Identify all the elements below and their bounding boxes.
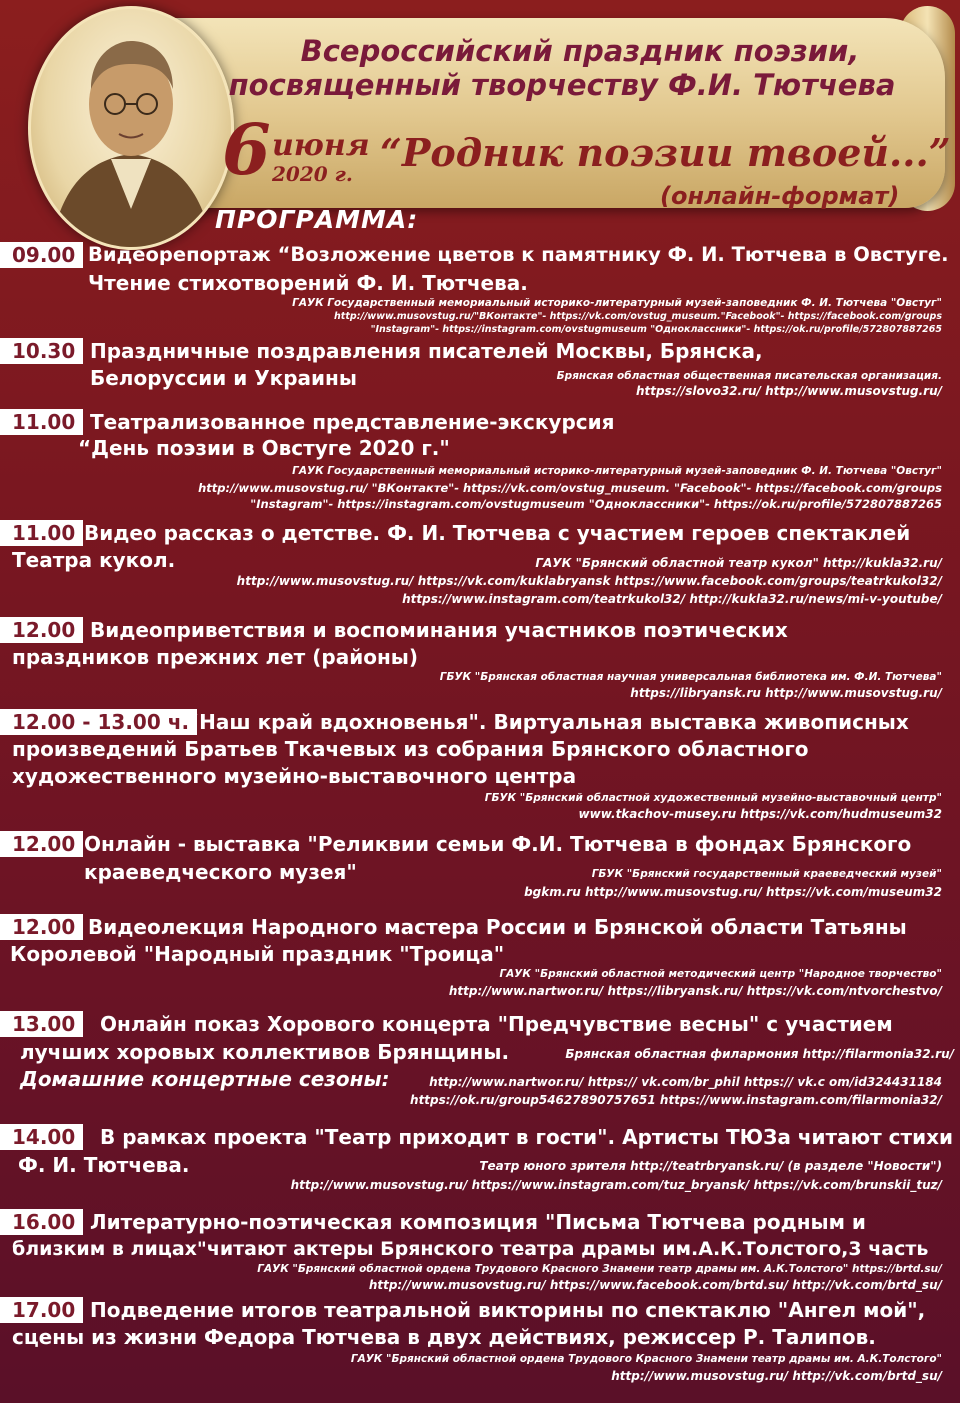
item-title-line: Видеорепортаж “Возложение цветов к памятнику Ф. И. Тютчева в Овстуге. xyxy=(88,243,949,266)
item-source: bgkm.ru http://www.musovstug.ru/ https://vk.com/museum32 xyxy=(524,885,942,899)
item-title-line: В рамках проекта "Театр приходит в гости". Артисты ТЮЗа читают стихи xyxy=(100,1125,954,1149)
item-title-line: Театра кукол. xyxy=(12,548,176,572)
item-title-line: Белоруссии и Украины xyxy=(90,366,357,390)
item-source: ГАУК "Брянский областной методический центр "Народное творчество" xyxy=(499,968,942,980)
item-source: ГАУК Государственный мемориальный историко-литературный музей-заповедник Ф. И. Тютчева "Овстуг" xyxy=(292,465,942,477)
item-title-line: художественного музейно-выставочного центра xyxy=(12,764,577,788)
item-source: "Instagram"- https://instagram.com/ovstugmuseum "Одноклассники"- https://ok.ru/profile/572807887265 xyxy=(370,324,942,335)
item-time: 12.00 xyxy=(0,617,83,643)
item-title-line: близким в лицах"читают актеры Брянского театра драмы им.А.К.Толстого,3 часть xyxy=(12,1238,929,1260)
item-source: "Instagram"- https://instagram.com/ovstugmuseum "Одноклассники"- https://ok.ru/profile/572807887265 xyxy=(250,497,942,511)
item-title-line: Видеоприветствия и воспоминания участников поэтических xyxy=(90,618,788,642)
item-source: http://www.musovstug.ru/ "ВКонтакте"- https://vk.com/ovstug_museum. "Facebook"- https://facebook.com/groups xyxy=(198,481,942,495)
item-time: 11.00 xyxy=(0,520,83,546)
item-title-line: Видео рассказ о детстве. Ф. И. Тютчева с участием героев спектаклей xyxy=(84,521,911,545)
item-title-line: произведений Братьев Ткачевых из собрания Брянского областного xyxy=(12,737,809,761)
item-title-line: Ф. И. Тютчева. xyxy=(18,1153,190,1177)
item-source: ГБУК "Брянский государственный краеведческий музей" xyxy=(591,868,942,880)
item-title-line: Литературно-поэтическая композиция "Письма Тютчева родным и xyxy=(90,1210,866,1234)
item-source: http://www.nartwor.ru/ https://libryansk.ru/ https://vk.com/ntvorchestvo/ xyxy=(448,984,942,998)
item-time: 12.00 - 13.00 ч. xyxy=(0,709,197,735)
title-line-2: посвященный творчеству Ф.И. Тютчева xyxy=(228,68,896,102)
item-source: ГБУК "Брянская областная научная универсальная библиотека им. Ф.И. Тютчева" xyxy=(439,671,942,683)
item-title-line: лучших хоровых коллективов Брянщины. xyxy=(20,1040,510,1064)
item-source: https://slovo32.ru/ http://www.musovstug.ru/ xyxy=(635,384,942,398)
item-time: 17.00 xyxy=(0,1297,83,1323)
item-source: www.tkachov-musey.ru https://vk.com/hudmuseum32 xyxy=(578,807,942,821)
item-time: 13.00 xyxy=(0,1011,83,1037)
item-title-line: Видеолекция Народного мастера России и Брянской области Татьяны xyxy=(88,915,907,939)
poet-portrait xyxy=(28,6,234,250)
item-source: https://www.instagram.com/teatrkukol32/ http://kukla32.ru/news/mi-v-youtube/ xyxy=(402,592,942,606)
item-time: 12.00 xyxy=(0,914,83,940)
item-title-line: краеведческого музея" xyxy=(84,860,357,884)
item-time: 16.00 xyxy=(0,1209,83,1235)
title-line-1: Всероссийский праздник поэзии, xyxy=(300,34,860,68)
item-source: Театр юного зрителя http://teatrbryansk.ru/ (в разделе "Новости") xyxy=(479,1159,942,1173)
item-time: 14.00 xyxy=(0,1124,83,1150)
concert-seasons-label: Домашние концертные сезоны: xyxy=(20,1067,390,1091)
item-source: ГАУК "Брянский областной ордена Трудового Красного Знамени театр драмы им. А.К.Толстого" xyxy=(350,1353,942,1365)
programme-heading: ПРОГРАММА: xyxy=(215,205,419,234)
item-time: 11.00 xyxy=(0,409,83,435)
date-year: 2020 г. xyxy=(272,162,353,186)
item-title-line: праздников прежних лет (районы) xyxy=(12,645,418,669)
item-source: https://ok.ru/group54627890757651 https://www.instagram.com/filarmonia32/ xyxy=(410,1093,942,1107)
item-source: ГАУК Государственный мемориальный историко-литературный музей-заповедник Ф. И. Тютчева "Овстуг" xyxy=(292,297,942,309)
item-title-line: Подведение итогов театральной викторины по спектаклю "Ангел мой", xyxy=(90,1298,926,1322)
item-time: 10.30 xyxy=(0,338,83,364)
item-time: 12.00 xyxy=(0,831,83,857)
item-source: ГБУК "Брянский областной художественный музейно-выставочный центр" xyxy=(484,792,942,804)
portrait-illustration xyxy=(31,9,231,247)
item-source: https://libryansk.ru http://www.musovstug.ru/ xyxy=(630,686,942,700)
item-source: ГАУК "Брянский областной ордена Трудового Красного Знамени театр драмы им. А.К.Толстого" https://brtd.su/ xyxy=(257,1263,942,1275)
item-time: 09.00 xyxy=(0,242,83,268)
item-title-line: сцены из жизни Федора Тютчева в двух действиях, режиссер Р. Талипов. xyxy=(12,1325,876,1349)
item-source: http://www.musovstug.ru/ http://vk.com/brtd_su/ xyxy=(611,1369,942,1383)
item-title-line: “День поэзии в Овстуге 2020 г." xyxy=(78,436,450,460)
event-format: (онлайн-формат) xyxy=(660,182,900,210)
item-source: Брянская областная филармония http://filarmonia32.ru/ xyxy=(565,1047,954,1061)
item-source: ГАУК "Брянский областной театр кукол" http://kukla32.ru/ xyxy=(535,556,942,570)
item-source: http://www.musovstug.ru/"ВКонтакте"- https://vk.com/ovstug_museum."Facebook"- https://facebook.com/groups xyxy=(334,311,942,322)
item-title-line: Онлайн показ Хорового концерта "Предчувствие весны" с участием xyxy=(100,1012,893,1036)
item-title-line: Чтение стихотворений Ф. И. Тютчева. xyxy=(88,271,528,295)
item-title-line: Королевой "Народный праздник "Троица" xyxy=(10,942,505,966)
festival-name: “Родник поэзии твоей...” xyxy=(380,130,951,175)
date-month: июня xyxy=(272,128,370,163)
item-source: http://www.musovstug.ru/ https://www.facebook.com/brtd.su/ http://vk.com/brtd_su/ xyxy=(368,1278,942,1292)
date-day: 6 xyxy=(222,108,271,191)
item-source: Брянская областная общественная писательская организация. xyxy=(556,370,942,382)
item-source: http://www.musovstug.ru/ https://vk.com/kuklabryansk https://www.facebook.com/groups/teatrkukol32/ xyxy=(236,574,942,588)
item-title-line: Праздничные поздравления писателей Москвы, Брянска, xyxy=(90,339,763,363)
item-source: http://www.musovstug.ru/ https://www.instagram.com/tuz_bryansk/ https://vk.com/brunskii_tuz/ xyxy=(290,1178,942,1192)
item-source: http://www.nartwor.ru/ https:// vk.com/br_phil https:// vk.c om/id324431184 xyxy=(429,1075,942,1089)
item-title-line: “Наш край вдохновенья". Виртуальная выставка живописных xyxy=(186,710,909,734)
item-title-line: Театрализованное представление-экскурсия xyxy=(90,410,615,434)
item-title-line: Онлайн - выставка "Реликвии семьи Ф.И. Тютчева в фондах Брянского xyxy=(84,832,912,856)
